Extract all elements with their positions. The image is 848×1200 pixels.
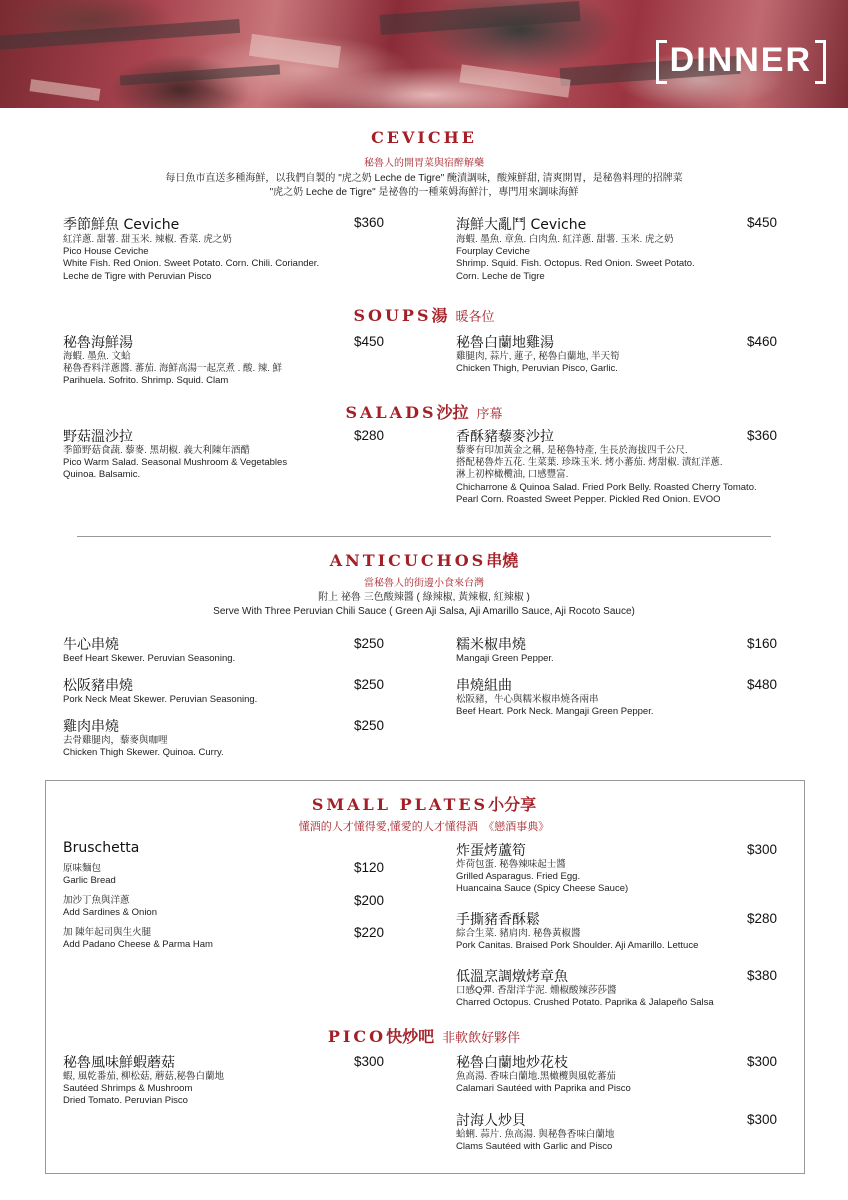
menu-item-name: 海鮮大亂鬥 Ceviche <box>456 217 587 233</box>
menu-option: 加沙丁魚與洋蔥 Add Sardines & Onion <box>63 895 158 919</box>
menu-item-description: 松阪豬，牛心與糯米椒串燒各兩串 Beef Heart. Pork Neck. Mangaji Green Pepper. <box>456 694 654 718</box>
menu-item-price: $450 <box>747 215 778 230</box>
menu-item-price: $360 <box>747 428 778 443</box>
menu-item-description: 口感Q彈. 香甜洋芋泥. 燻椒酸辣莎莎醬 Charred Octopus. Crushed Potato. Paprika & Jalapeño Salsa <box>456 985 714 1009</box>
section-divider <box>77 536 771 537</box>
menu-item-name: 串燒組曲 <box>456 678 512 694</box>
menu-item-description: 炸荷包蛋. 秘魯辣味起士醬 Grilled Asparagus. Fried Egg. Huancaina Sauce (Spicy Cheese Sauce) <box>456 859 629 895</box>
menu-item-price: $300 <box>747 842 778 857</box>
menu-item-description: 雞腿肉, 蒜片, 蓮子, 秘魯白蘭地, 半天筍 Chicken Thigh, Peruvian Pisco, Garlic. <box>456 351 620 375</box>
menu-item-name: 炸蛋烤蘆筍 <box>456 843 526 859</box>
menu-item-name: 低溫烹調燉烤章魚 <box>456 969 568 985</box>
menu-item-name: 手撕豬香酥鬆 <box>456 912 540 928</box>
menu-item-name: 討海人炒貝 <box>456 1113 526 1129</box>
menu-item-price: $300 <box>747 1112 778 1127</box>
menu-item-name: 雞肉串燒 <box>63 719 119 735</box>
menu-item-price: $250 <box>354 718 385 733</box>
menu-item-name: 秘魯白蘭地炒花枝 <box>456 1055 568 1071</box>
menu-item-price: $480 <box>747 677 778 692</box>
menu-item-name: 牛心串燒 <box>63 637 119 653</box>
menu-item-description: 魚高湯. 香味白蘭地.黑橄欖與風乾蕃茄 Calamari Sautéed with Paprika and Pisco <box>456 1071 631 1095</box>
menu-item-price: $200 <box>354 893 385 908</box>
small-plates-subtitle: 懂酒的人才懂得愛,懂愛的人才懂得酒 《戀酒事典》 <box>298 821 550 833</box>
menu-option: 加 陳年起司與生火腿 Add Padano Cheese & Parma Ham <box>63 927 213 951</box>
menu-item-name: 秘魯海鮮湯 <box>63 335 133 351</box>
menu-item-price: $160 <box>747 636 778 651</box>
ceviche-intro-line: "虎之奶 Leche de Tigre" 是祕魯的一種萊姆海鮮汁，專門用來調味海鮮 <box>269 187 579 198</box>
menu-option: 原味麵包 Garlic Bread <box>63 863 116 887</box>
menu-item-name: 松阪豬串燒 <box>63 678 133 694</box>
menu-item-description: Pork Neck Meat Skewer. Peruvian Seasoning. <box>63 694 258 705</box>
menu-item-price: $280 <box>747 911 778 926</box>
header-banner <box>0 0 848 108</box>
anticuchos-heading: ANTICUCHOS串燒 <box>329 551 519 570</box>
menu-item-price: $300 <box>747 1054 778 1069</box>
menu-item-description: 海蝦. 墨魚. 文蛤 秘魯香料洋蔥醬. 蕃茄. 海鮮高湯一起烹煮 . 酸. 辣. 鮮 Parihuela. Sofrito. Shrimp. Squid. Clam <box>63 351 283 387</box>
menu-item-price: $250 <box>354 636 385 651</box>
menu-item-description: 海蝦. 墨魚. 章魚. 白肉魚. 紅洋蔥. 甜薯. 玉米. 虎之奶 Fourplay Ceviche Shrimp. Squid. Fish. Octopus. Red Onion. Sweet Potato. Corn. Leche de Tigre <box>456 234 695 282</box>
menu-item-name: 野菇溫沙拉 <box>63 429 133 445</box>
menu-item-price: $300 <box>354 1054 385 1069</box>
menu-item-name: 秘魯風味鮮蝦蘑菇 <box>63 1055 175 1071</box>
menu-item-price: $450 <box>354 334 385 349</box>
menu-item-description: 藜麥有印加黃金之稱, 是秘魯特產, 生長於海拔四千公尺. 搭配秘魯炸五花. 生菜葉. 珍珠玉米. 烤小蕃茄. 烤甜椒. 漬紅洋蔥. 淋上初榨橄欖油, 口感豐富. Chicharrone & Quinoa Salad. Fried Pork Belly. Roasted Cherry Tomato. Pearl Corn. Roasted Sweet Pepper. Pickled Red Onion. EVOO <box>456 445 757 505</box>
menu-item-name: 秘魯白蘭地雞湯 <box>456 335 554 351</box>
ceviche-heading <box>0 128 848 147</box>
menu-item-name: 糯米椒串燒 <box>456 637 526 653</box>
menu-item-name: 季節鮮魚 Ceviche <box>63 217 180 233</box>
menu-item-description: Beef Heart Skewer. Peruvian Seasoning. <box>63 653 236 664</box>
menu-item-price: $280 <box>354 428 385 443</box>
menu-item-name: Bruschetta <box>63 840 140 856</box>
ceviche-subtitle: 秘魯人的開胃菜與宿醉解藥 <box>364 158 484 169</box>
menu-item-description: 綜合生菜. 豬肩肉. 秘魯黃椒醬 Pork Canitas. Braised Pork Shoulder. Aji Amarillo. Lettuce <box>456 928 699 952</box>
menu-item-price: $120 <box>354 860 385 875</box>
anticuchos-note: 附上 祕魯 三色酸辣醬 ( 綠辣椒, 黃辣椒, 紅辣椒 ) <box>318 592 530 603</box>
menu-item-description: 紅洋蔥. 甜薯. 甜玉米. 辣椒. 香菜. 虎之奶 Pico House Ceviche White Fish. Red Onion. Sweet Potato. Corn. Chili. Coriander. Leche de Tigre with Peruvian Pisco <box>63 234 320 282</box>
menu-item-price: $220 <box>354 925 385 940</box>
menu-item-price: $460 <box>747 334 778 349</box>
page-title: DINNER <box>656 40 826 80</box>
small-plates-frame <box>45 780 805 1174</box>
ceviche-title: CEVICHE <box>371 128 477 147</box>
anticuchos-subtitle: 當秘魯人的街邊小食來台灣 <box>364 578 484 589</box>
menu-item-description: Mangaji Green Pepper. <box>456 653 554 664</box>
salads-heading: SALADS沙拉 序幕 <box>345 403 503 422</box>
ceviche-intro-line: 每日魚市直送多種海鮮，以我們自製的 "虎之奶 Leche de Tigre" 醃漬調味，酸辣鮮甜, 清爽開胃，是秘魯料理的招牌菜 <box>165 173 683 184</box>
menu-item-price: $360 <box>354 215 385 230</box>
menu-item-description: 季節野菇食蔬. 藜麥. 黑胡椒. 義大利陳年酒醋 Pico Warm Salad. Seasonal Mushroom & Vegetables Quinoa. Balsamic. <box>63 445 288 481</box>
menu-item-name: 香酥豬藜麥沙拉 <box>456 429 554 445</box>
menu-item-description: 去骨雞腿肉，藜麥與咖哩 Chicken Thigh Skewer. Quinoa. Curry. <box>63 735 224 759</box>
menu-item-price: $380 <box>747 968 778 983</box>
soups-heading: SOUPS湯 暖各位 <box>353 306 495 325</box>
menu-item-price: $250 <box>354 677 385 692</box>
pico-heading: PICO快炒吧 非軟飲好夥伴 <box>327 1027 521 1046</box>
menu-item-description: 蛤蜊. 蒜片. 魚高湯. 與秘魯香味白蘭地 Clams Sautéed with Garlic and Pisco <box>456 1129 615 1153</box>
anticuchos-note: Serve With Three Peruvian Chili Sauce ( Green Aji Salsa, Aji Amarillo Sauce, Aji Rocoto Sauce) <box>213 606 635 617</box>
menu-item-description: 蝦, 風乾番茄, 柳松菇, 蘑菇,秘魯白蘭地 Sautéed Shrimps & Mushroom Dried Tomato. Peruvian Pisco <box>63 1071 224 1107</box>
small-plates-heading: SMALL PLATES小分享 <box>311 795 537 814</box>
